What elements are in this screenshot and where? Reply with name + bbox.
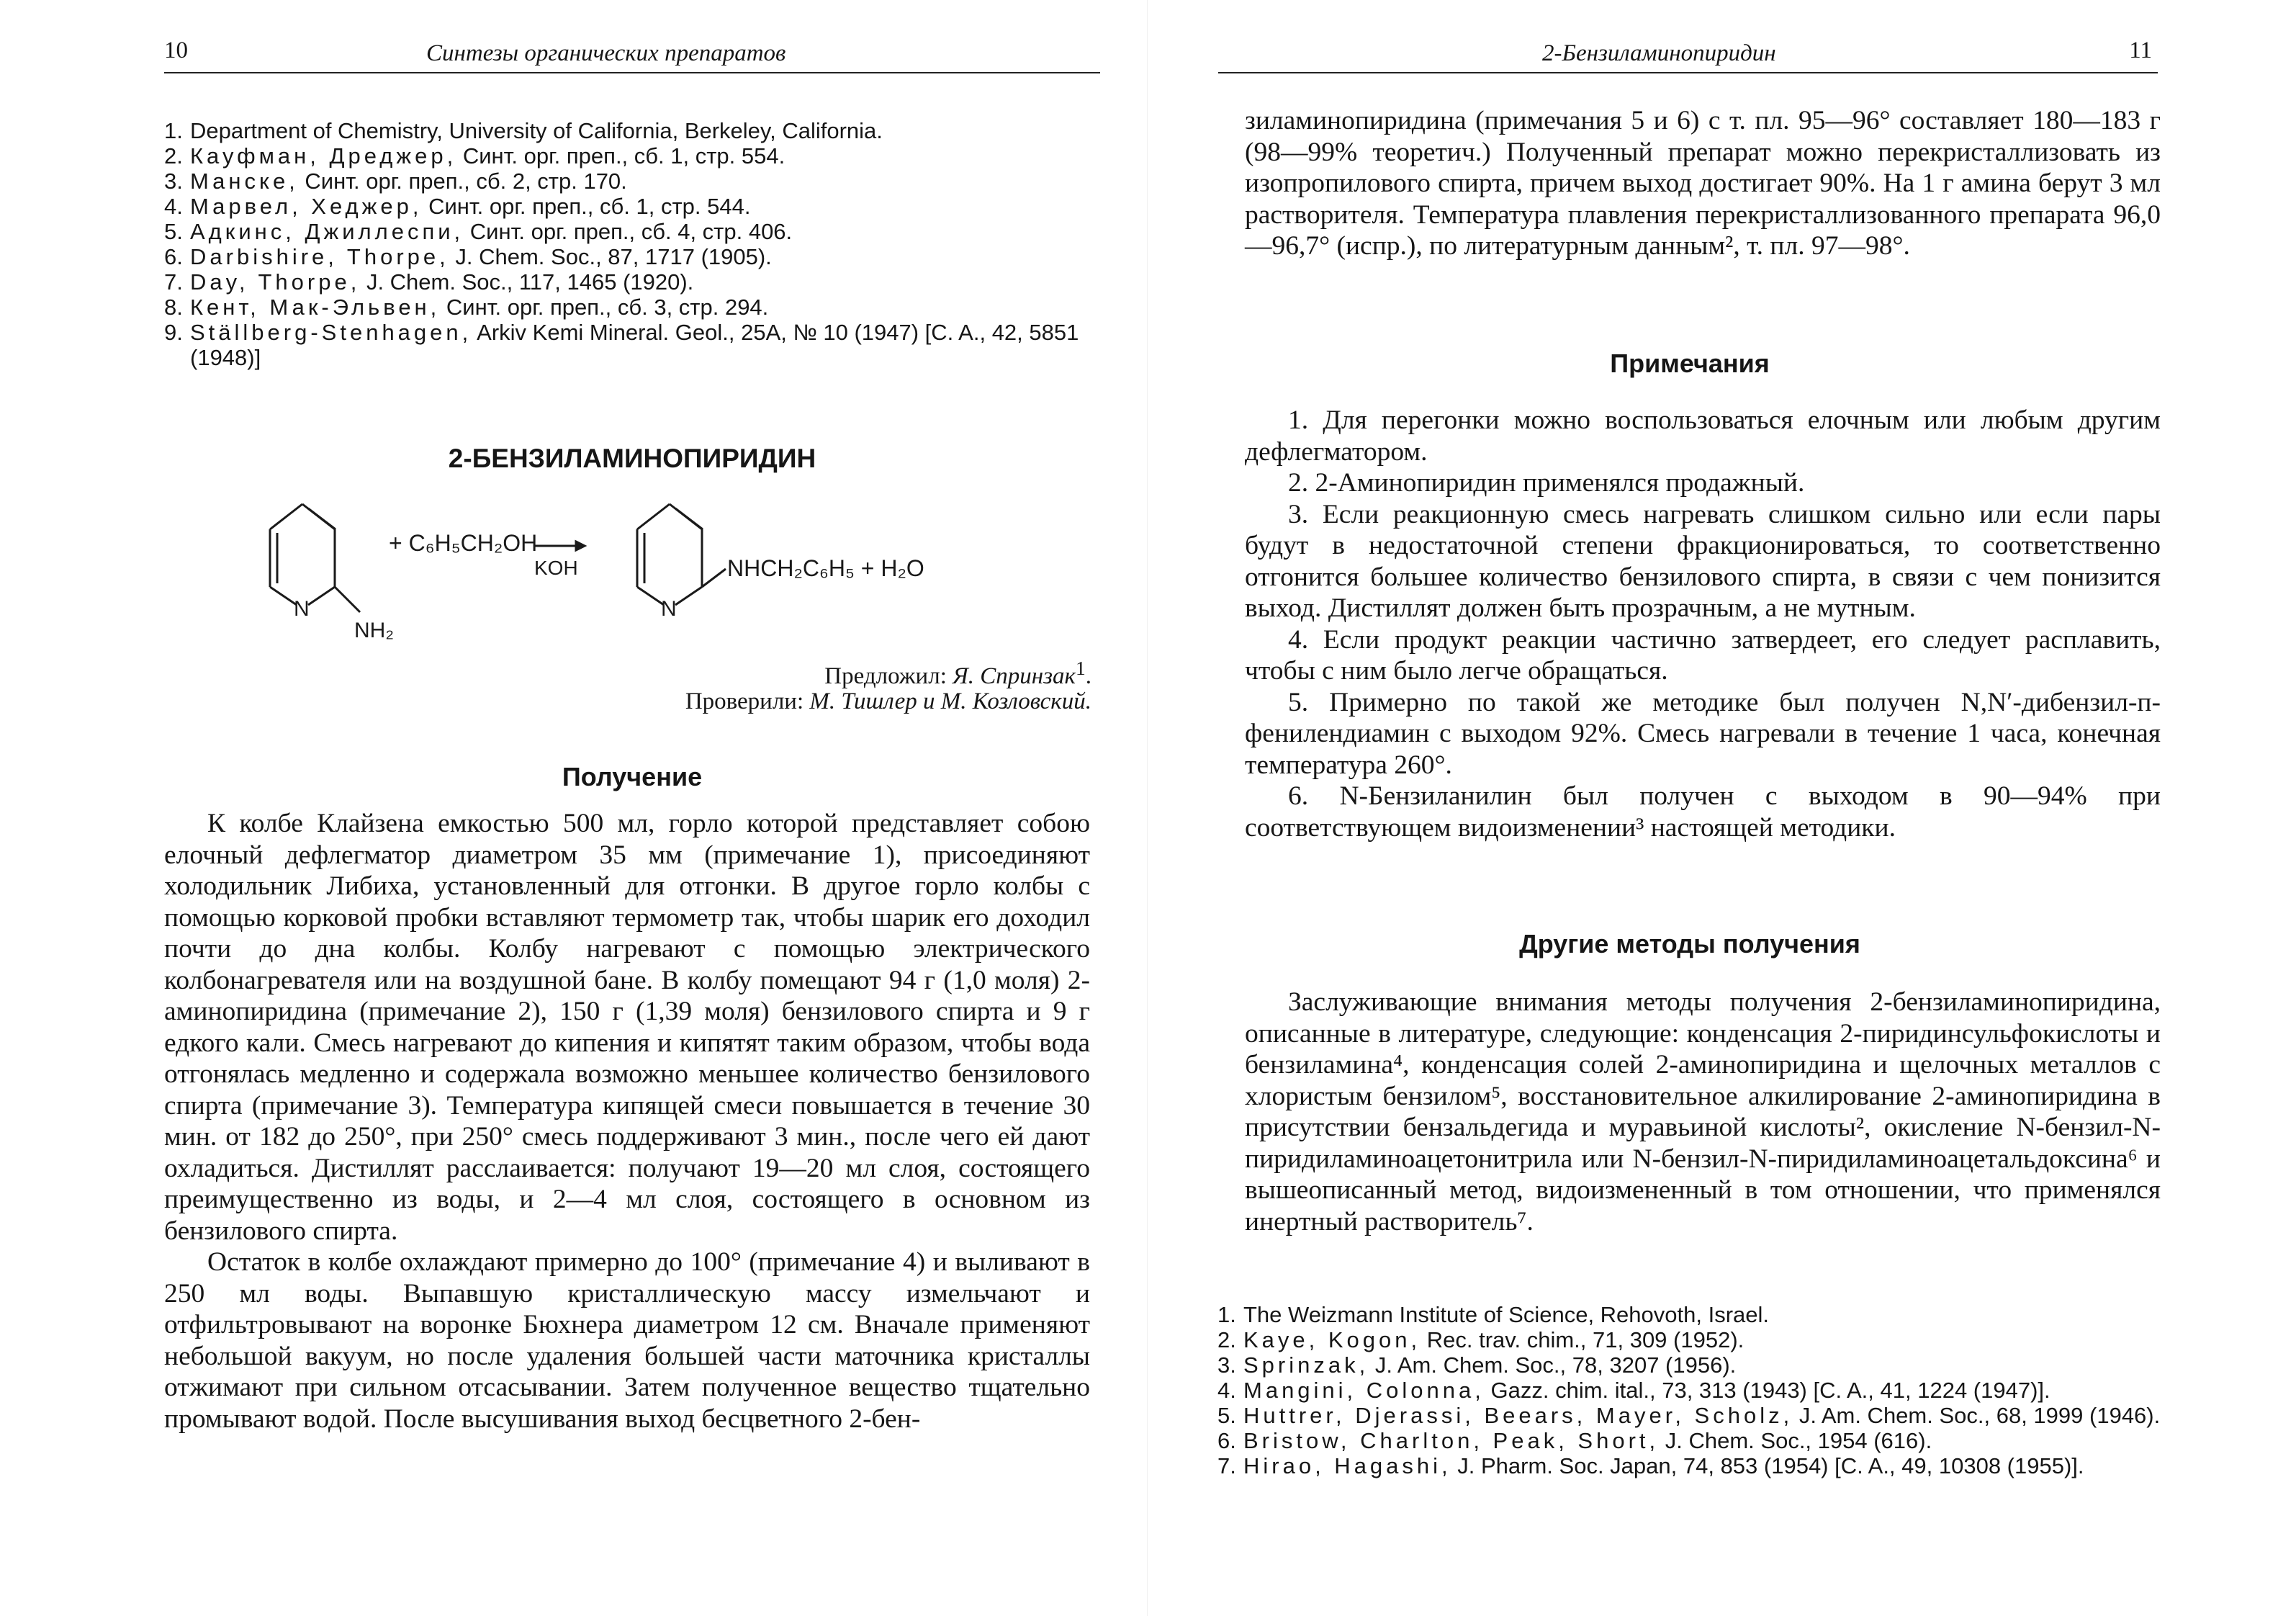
running-header-right <box>1218 33 2158 73</box>
note-item: 3. Если реакционную смесь нагревать слишком сильно или если пары будут в недостаточной степени фракционироваться, то соответственно отгонится большее количество бензилового спирта, в связи с чем понизится выход. Дистиллят должен быть прозрачным, а не мутным. <box>1245 499 2161 623</box>
proposed-by-line: Предложил: Я. Спринзак$^1$. <box>824 657 1091 689</box>
page-number-left: 10 <box>164 37 188 63</box>
ring-nitrogen-reactant: N <box>294 597 310 621</box>
reference-item: 3. Манске, Синт. орг. преп., сб. 2, стр. 170. <box>164 169 627 194</box>
section-heading-preparation: Получение <box>562 762 703 791</box>
reference-item: 6. Bristow, Charlton, Peak, Short, J. Chem. Soc., 1954 (616). <box>1217 1428 1932 1453</box>
preparation-text <box>164 808 1090 1435</box>
section-heading-other-methods: Другие методы получения <box>1519 929 1860 959</box>
page-number-right: 11 <box>2129 37 2152 63</box>
reference-item: 1. The Weizmann Institute of Science, Rehovoth, Israel. <box>1217 1302 1770 1327</box>
product-substituent: NHCH₂C₆H₅ + H₂O <box>727 555 924 581</box>
reference-item: 4. Mangini, Colonna, Gazz. chim. ital., 73, 313 (1943) [C. A., 41, 1224 (1947)]. <box>1217 1378 2050 1403</box>
checked-by-line: Проверили: М. Тишлер и М. Козловский. <box>685 688 1091 714</box>
catalyst-koh: KOH <box>534 557 578 579</box>
reference-list-right <box>1217 1302 2161 1478</box>
pyridine-ring-reactant <box>270 504 360 612</box>
right-page <box>1148 0 2296 1616</box>
paragraph: Заслуживающие внимания методы получения 2-бензиламинопиридина, описанные в литературе, следующие: конденсация 2-пиридинсульфокислоты и бензиламина⁴, конденсация солей 2-аминопиридина и щелочных металлов с хлористым бензилом⁵, восстановительное алкилирование 2-аминопиридина в присутствии бензальдегида и муравьиной кислоты², окисление N-бензил-N-пиридиламиноацетонитрила или N-бензил-N-пиридиламиноацетальдоксина⁶ и вышеописанный метод, видоизмененный в том отношении, что применялся инертный растворитель⁷. <box>1245 987 2161 1236</box>
running-title-right: 2-Бензиламинопиридин <box>1542 40 1776 66</box>
note-item: 2. 2-Аминопиридин применялся продажный. <box>1288 468 1805 498</box>
note-item: 1. Для перегонки можно воспользоваться елочным или любым другим дефлегматором. <box>1245 405 2161 467</box>
section-heading-notes: Примечания <box>1610 349 1770 378</box>
pyridine-ring-product <box>637 504 726 605</box>
reference-item: 7. Day, Thorpe, J. Chem. Soc., 117, 1465 (1920). <box>164 269 694 295</box>
proposer-name: Я. Спринзак <box>953 663 1076 689</box>
running-header-left <box>164 33 1100 73</box>
other-methods-text <box>1245 987 2161 1237</box>
reference-item: 2. Kaye, Kogon, Rec. trav. chim., 71, 309 (1952). <box>1217 1327 1744 1352</box>
reference-list-left <box>164 118 1100 370</box>
notes-list <box>1245 405 2161 843</box>
paragraph: Остаток в колбе охлаждают примерно до 100° (примечание 4) и выливают в 250 мл воды. Выпавшую кристаллическую массу измельчают и отфильтровывают на воронке Бюхнера диаметром 12 см. Вначале применяют небольшой вакуум, но после удаления большей части маточника кристаллы отжимают при сильном отсасывании. Затем полученное вещество тщательно промывают водой. После высушивания выход бесцветного 2-бен- <box>164 1247 1090 1434</box>
reference-item: 1. Department of Chemistry, University of California, Berkeley, California. <box>164 118 883 143</box>
note-item: 6. N-Бензиланилин был получен с выходом в 90—94% при соответствующем видоизменении³ настоящей методики. <box>1245 781 2161 843</box>
reference-item: 2. Кауфман, Дреджер, Синт. орг. преп., сб. 1, стр. 554. <box>164 143 785 169</box>
reference-item: 6. Darbishire, Thorpe, J. Chem. Soc., 87, 1717 (1905). <box>164 244 772 269</box>
amino-group-text: NH₂ <box>354 619 394 642</box>
reagent-benzyl-alcohol: + C₆H₅CH₂OH <box>389 530 538 556</box>
checkers-names: М. Тишлер и М. Козловский. <box>809 688 1091 714</box>
reference-item: 5. Адкинс, Джиллеспи, Синт. орг. преп., сб. 4, стр. 406. <box>164 219 793 244</box>
reference-item: 5. Huttrer, Djerassi, Beears, Mayer, Scholz, J. Am. Chem. Soc., 68, 1999 (1946). <box>1217 1403 2161 1428</box>
reference-item: 8. Кент, Мак-Эльвен, Синт. орг. преп., сб. 3, стр. 294. <box>164 295 769 320</box>
reference-item: 7. Hirao, Hagashi, J. Pharm. Soc. Japan, 74, 853 (1954) [C. A., 49, 10308 (1955)]. <box>1217 1453 2084 1478</box>
running-title-left: Синтезы органических препаратов <box>426 40 786 66</box>
continuation-text <box>1245 105 2161 262</box>
ring-nitrogen-product: N <box>661 597 677 621</box>
compound-title: 2-БЕНЗИЛАМИНОПИРИДИН <box>448 444 816 473</box>
reference-item: 4. Марвел, Хеджер, Синт. орг. преп., сб. 1, стр. 544. <box>164 194 751 219</box>
paragraph: зиламинопиридина (примечания 5 и 6) с т. пл. 95—96° составляет 180—183 г (98—99% теоретич.) Полученный препарат можно перекристаллизовать из изопропилового спирта, причем выход достигает 90%. На 1 г амина берут 3 мл растворителя. Температура плавления перекристаллизованного препарата 96,0—96,7° (испр.), по литературным данным², т. пл. 97—98°. <box>1245 106 2161 261</box>
note-item: 5. Примерно по такой же методике был получен N,N′-дибензил-п-фенилендиамин с выходом 92%. Смесь нагревали в течение 1 часа, конечная температура 260°. <box>1245 687 2161 780</box>
paragraph: К колбе Клайзена емкостью 500 мл, горло которой представляет собою елочный дефлегматор диаметром 35 мм (примечание 1), присоединяют холодильник Либиха, установленный для отгонки. В другое горло колбы с помощью корковой пробки вставляют термометр так, чтобы шарик его доходил почти до дна колбы. Колбу нагревают с помощью электрического колбонагревателя или на воздушной бане. В колбу помещают 94 г (1,0 моля) 2-аминопиридина (примечание 2), 150 г (1,39 моля) бензилового спирта и 9 г едкого кали. Смесь нагревают до кипения и кипятят таким образом, чтобы вода отгонялась медленно и содержала возможно меньшее количество бензилового спирта (примечание 3). Температура кипящей смеси повышается в течение 30 мин. от 182 до 250°, при 250° смесь поддерживают 3 мин., после чего ей дают охладиться. Дистиллят расслаивается: получают 19—20 мл слоя, состоящего преимущественно из воды, и 2—4 мл слоя, состоящего в основном из бензилового спирта. <box>164 809 1090 1246</box>
reference-item: 9. Ställberg-Stenhagen, Arkiv Kemi Mineral. Geol., 25A, № 10 (1947) [C. A., 42, 5851 (1948)] <box>164 320 1079 370</box>
reference-item: 3. Sprinzak, J. Am. Chem. Soc., 78, 3207 (1956). <box>1217 1352 1737 1378</box>
reaction-scheme <box>245 490 1022 648</box>
note-item: 4. Если продукт реакции частично затвердеет, его следует расплавить, чтобы с ним было легче обращаться. <box>1245 624 2161 686</box>
reaction-arrow <box>534 542 585 550</box>
